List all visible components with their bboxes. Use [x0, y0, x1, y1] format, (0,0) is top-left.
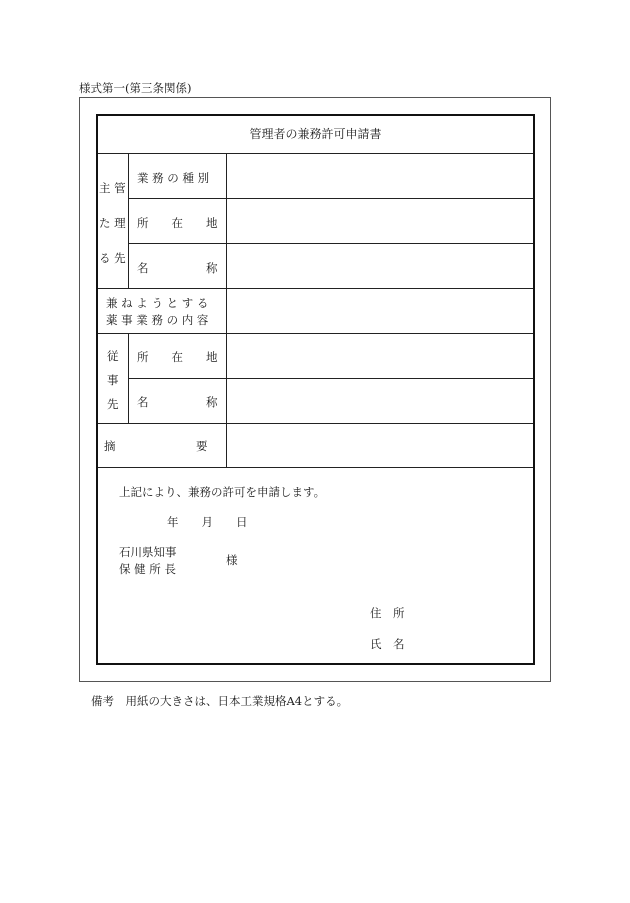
addressee-health-center-director: 保 健 所 長 — [119, 562, 176, 576]
rule-managed-row2 — [128, 243, 533, 244]
concurrent-duty-field[interactable] — [235, 302, 525, 322]
work-name-label: 名 称 — [137, 395, 218, 409]
date-line[interactable]: 年 月 日 — [167, 515, 248, 529]
managed-group-label-2: た 理 — [99, 216, 126, 230]
declaration-statement: 上記により、兼務の許可を申請します。 — [119, 485, 326, 499]
business-type-label: 業 務 の 種 別 — [137, 171, 210, 185]
rule-after-title — [98, 153, 533, 154]
work-group-label-3: 先 — [107, 397, 119, 411]
work-address-field[interactable] — [235, 349, 525, 369]
work-group-label-2: 事 — [107, 373, 119, 387]
rule-after-summary — [98, 467, 533, 468]
managed-group-label-3: る 先 — [99, 251, 126, 265]
applicant-address-label: 住 所 — [370, 606, 405, 620]
applicant-name-label: 氏 名 — [370, 637, 405, 651]
business-type-field[interactable] — [235, 170, 525, 190]
managed-address-label: 所 在 地 — [137, 216, 218, 230]
managed-group-label-1: 主 管 — [99, 181, 126, 195]
summary-field[interactable] — [235, 438, 525, 458]
form-title: 管理者の兼務許可申請書 — [249, 127, 382, 141]
summary-label: 摘 要 — [104, 439, 208, 453]
addressee-governor: 石川県知事 — [119, 545, 177, 559]
work-name-field[interactable] — [235, 394, 525, 414]
rule-work-row1 — [128, 378, 533, 379]
rule-managed-group-divider — [128, 154, 129, 288]
paper-size-note: 備考 用紙の大きさは、日本工業規格A4とする。 — [91, 694, 349, 708]
rule-after-managed — [98, 288, 533, 289]
rule-managed-row1 — [128, 198, 533, 199]
rule-after-concurrent — [98, 333, 533, 334]
managed-name-field[interactable] — [235, 260, 525, 280]
concurrent-duty-label-line1: 兼 ね よ う と す る — [106, 296, 209, 310]
rule-work-group-divider — [128, 334, 129, 423]
work-group-label-1: 従 — [107, 349, 119, 363]
form-number-label: 様式第一(第三条関係) — [79, 81, 192, 95]
form-table-frame — [96, 114, 535, 665]
work-address-label: 所 在 地 — [137, 350, 218, 364]
rule-after-work — [98, 423, 533, 424]
concurrent-duty-label-line2: 薬 事 業 務 の 内 容 — [106, 313, 209, 327]
honorific-sama: 様 — [226, 553, 238, 567]
managed-address-field[interactable] — [235, 215, 525, 235]
managed-name-label: 名 称 — [137, 261, 218, 275]
rule-label-value-divider — [226, 154, 227, 467]
